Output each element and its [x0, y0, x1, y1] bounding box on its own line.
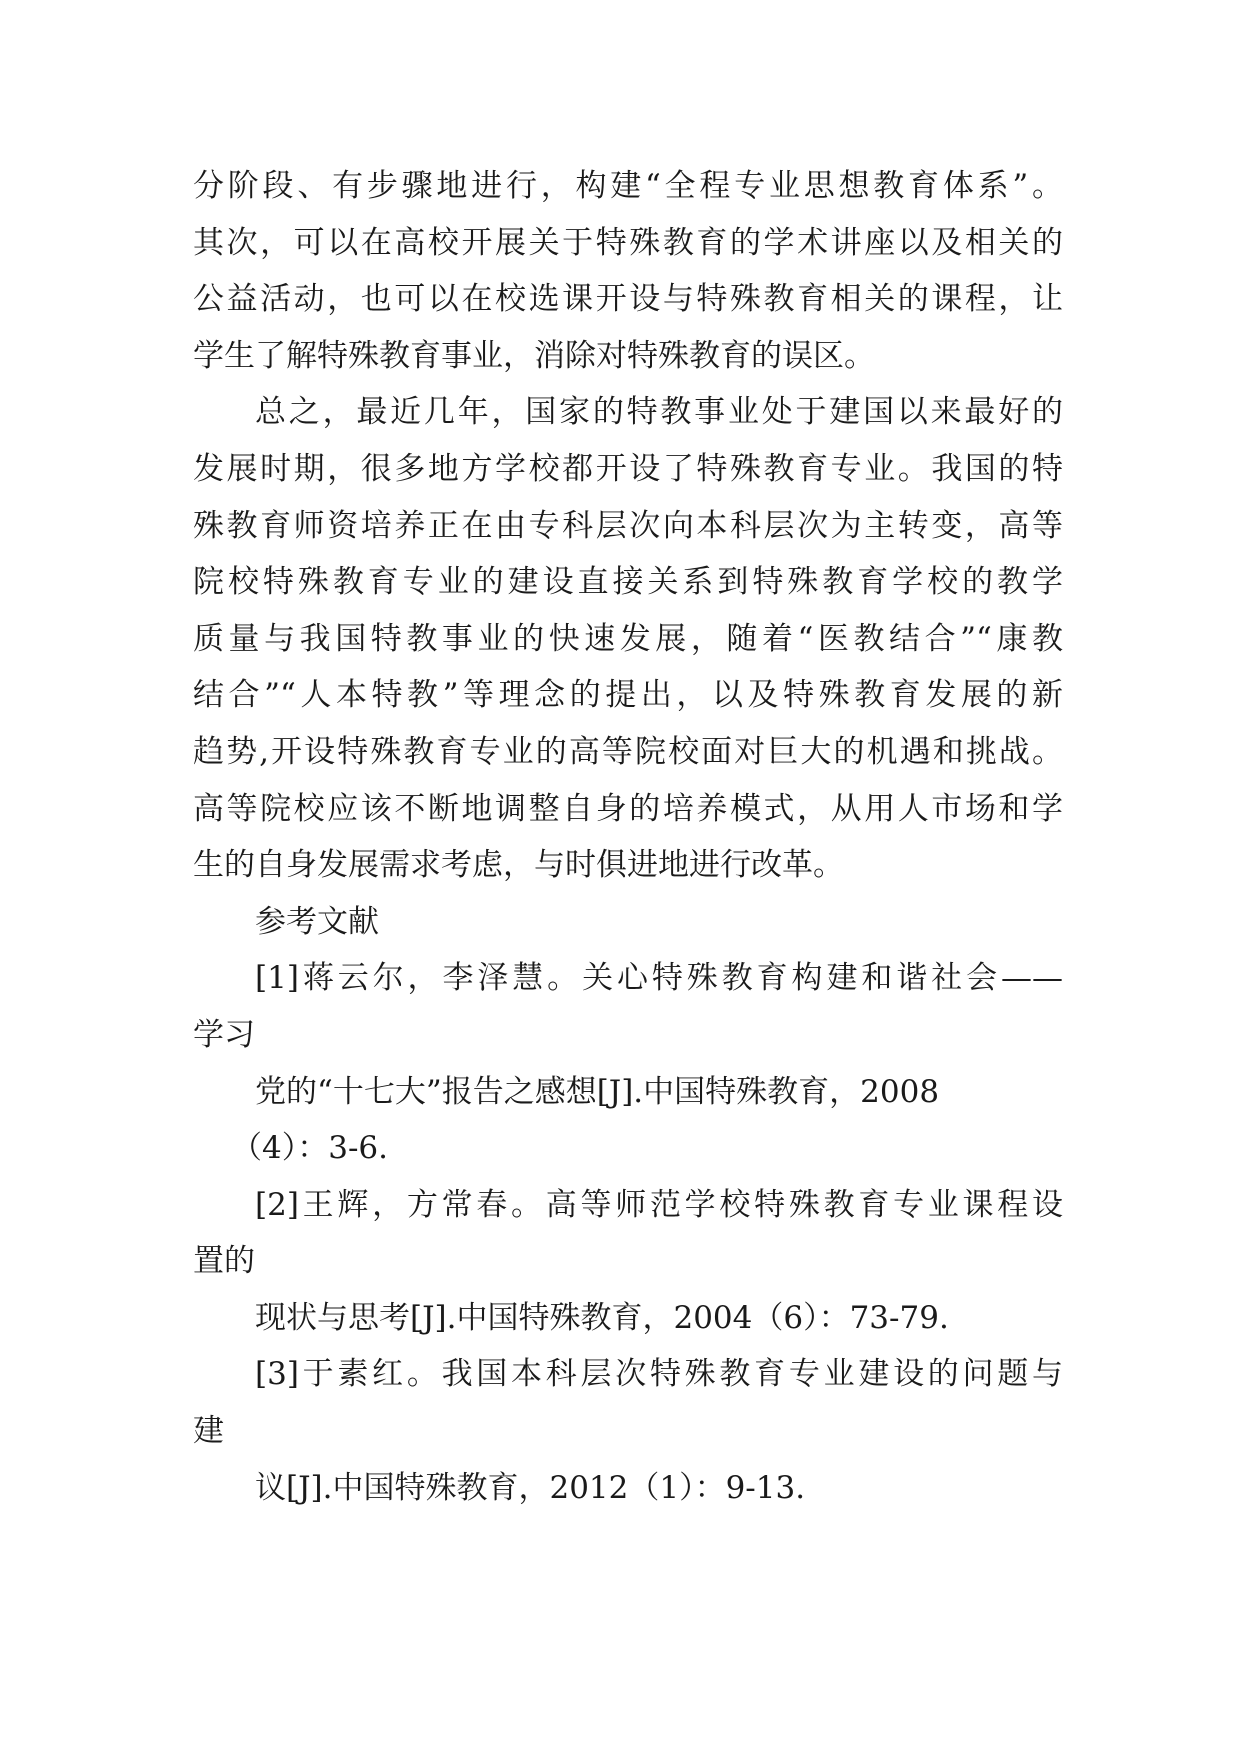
- paragraph-line: 结合”“人本特教”等理念的提出，以及特殊教育发展的新: [193, 677, 1063, 714]
- paragraph-line: 发展时期，很多地方学校都开设了特殊教育专业。我国的特: [193, 450, 1063, 487]
- paragraph-line: 院校特殊教育专业的建设直接关系到特殊教育学校的教学: [193, 564, 1063, 601]
- reference-line: 学习: [193, 1016, 255, 1053]
- paragraph-line: 趋势,开设特殊教育专业的高等院校面对巨大的机遇和挑战。: [193, 733, 1063, 770]
- paragraph-line: 分阶段、有步骤地进行，构建“全程专业思想教育体系”。: [193, 168, 1063, 204]
- reference-line: [3]于素红。我国本科层次特殊教育专业建设的问题与: [255, 1356, 1063, 1393]
- reference-line: [1]蒋云尔，李泽慧。关心特殊教育构建和谐社会——: [255, 960, 1063, 997]
- paragraph-line: 殊教育师资培养正在由专科层次向本科层次为主转变，高等: [193, 507, 1063, 544]
- reference-line: 党的“十七大”报告之感想[J].中国特殊教育，2008: [255, 1073, 940, 1110]
- paragraph-line: 质量与我国特教事业的快速发展，随着“医教结合”“康教: [193, 620, 1063, 657]
- document-body: [193, 158, 1063, 1516]
- paragraph-line: 高等院校应该不断地调整自身的培养模式，从用人市场和学: [193, 790, 1063, 827]
- reference-line: [2]王辉，方常春。高等师范学校特殊教育专业课程设: [255, 1186, 1063, 1223]
- paragraph-line: 总之，最近几年，国家的特教事业处于建国以来最好的: [255, 394, 1063, 431]
- paragraph-line: 其次，可以在高校开展关于特殊教育的学术讲座以及相关的: [193, 224, 1063, 261]
- reference-line: 现状与思考[J].中国特殊教育，2004（6）：73-79.: [255, 1299, 949, 1336]
- reference-line: 建: [193, 1413, 224, 1450]
- reference-line: 置的: [193, 1243, 255, 1280]
- reference-line: 议[J].中国特殊教育，2012（1）：9-13.: [255, 1469, 806, 1506]
- paragraph-line: 学生了解特殊教育事业，消除对特殊教育的误区。: [193, 337, 875, 374]
- reference-line: （4）：3-6.: [231, 1130, 388, 1167]
- paragraph-line: 生的自身发展需求考虑，与时俱进地进行改革。: [193, 847, 844, 884]
- paragraph-line: 公益活动，也可以在校选课开设与特殊教育相关的课程，让: [193, 281, 1063, 318]
- references-heading: 参考文献: [255, 903, 379, 940]
